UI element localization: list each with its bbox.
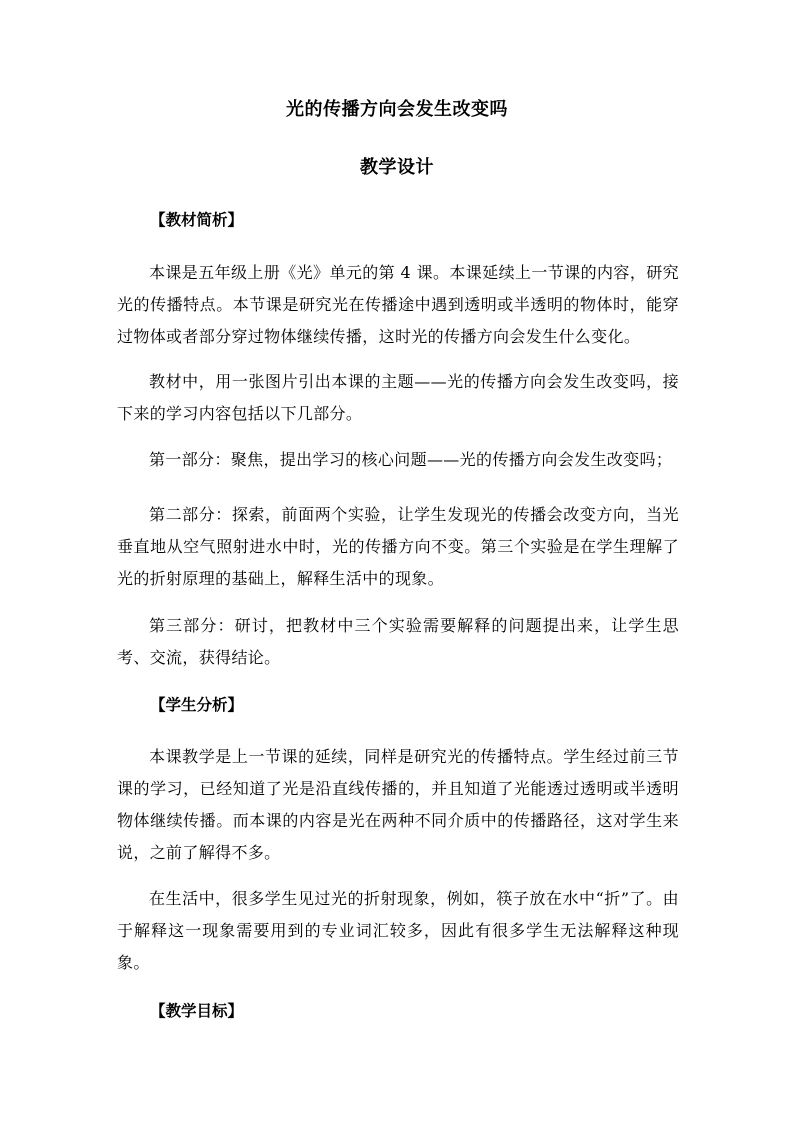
document-subtitle: 教学设计 [360,157,434,178]
section-heading-textbook-analysis: 【教材简析】 [150,210,244,229]
paragraph: 第三部分：研讨，把教材中三个实验需要解释的问题提出来，让学生思考、交流，获得结论。 [117,616,679,667]
document-title: 光的传播方向会发生改变吗 [286,99,508,120]
paragraph: 第二部分：探索，前面两个实验，让学生发现光的传播会改变方向，当光垂直地从空气照射进水中时，光的传播方向不变。第三个实验是在学生理解了光的折射原理的基础上，解释生活中的现象。 [117,505,679,588]
section-heading-student-analysis: 【学生分析】 [150,695,244,714]
paragraph: 在生活中，很多学生见过光的折射现象，例如，筷子放在水中“折”了。由于解释这一现象需要用到的专业词汇较多，因此有很多学生无法解释这种现象。 [117,889,679,972]
section-heading-teaching-objectives: 【教学目标】 [150,1001,244,1020]
paragraph: 第一部分：聚焦，提出学习的核心问题——光的传播方向会发生改变吗； [149,450,673,469]
paragraph: 教材中，用一张图片引出本课的主题——光的传播方向会发生改变吗，接下来的学习内容包括以下几部分。 [117,372,679,423]
paragraph: 本课教学是上一节课的延续，同样是研究光的传播特点。学生经过前三节课的学习，已经知道了光是沿直线传播的，并且知道了光能透过透明或半透明物体继续传播。而本课的内容是光在两种不同介质中的传播路径，这对学生来说，之前了解得不多。 [117,747,679,862]
paragraph: 本课是五年级上册《光》单元的第 4 课。本课延续上一节课的内容，研究光的传播特点。本节课是研究光在传播途中遇到透明或半透明的物体时，能穿过物体或者部分穿过物体继续传播，这时光的传播方向会发生什么变化。 [117,263,679,346]
